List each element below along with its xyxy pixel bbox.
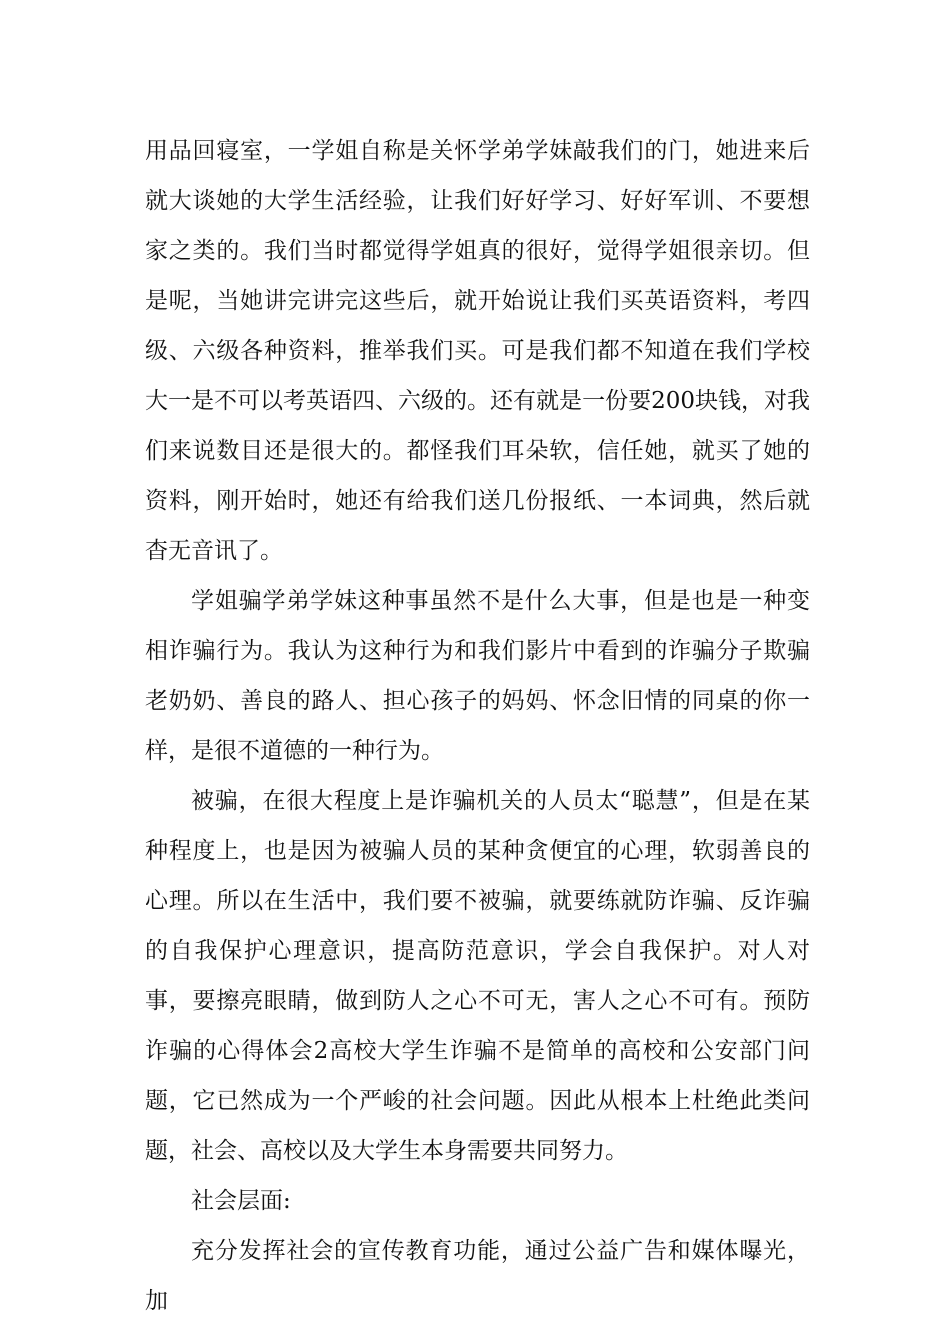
paragraph-3: 被骗，在很大程度上是诈骗机关的人员太“聪慧”，但是在某种程度上，也是因为被骗人员的某种贪便宜的心理，软弱善良的心理。所以在生活中，我们要不被骗，就要练就防诈骗、反诈骗的自我保护心理意识，提高防范意识，学会自我保护。对人对事，要擦亮眼睛，做到防人之心不可无，害人之心不可有。预防诈骗的心得体会2高校大学生诈骗不是简单的高校和公安部门问题，它已然成为一个严峻的社会问题。因此从根本上杜绝此类问题，社会、高校以及大学生本身需要共同努力。 bbox=[145, 788, 810, 1164]
paragraph-2: 学姐骗学弟学妹这种事虽然不是什么大事，但是也是一种变相诈骗行为。我认为这种行为和我们影片中看到的诈骗分子欺骗老奶奶、善良的路人、担心孩子的妈妈、怀念旧情的同桌的你一样，是很不道德的一种行为。 bbox=[145, 588, 810, 764]
document-body bbox=[145, 126, 810, 1326]
paragraph-1: 用品回寝室，一学姐自称是关怀学弟学妹敲我们的门，她进来后就大谈她的大学生活经验，让我们好好学习、好好军训、不要想家之类的。我们当时都觉得学姐真的很好，觉得学姐很亲切。但是呢，当她讲完讲完这些后，就开始说让我们买英语资料，考四级、六级各种资料，推举我们买。可是我们都不知道在我们学校大一是不可以考英语四、六级的。还有就是一份要200块钱，对我们来说数目还是很大的。都怪我们耳朵软，信任她，就买了她的资料，刚开始时，她还有给我们送几份报纸、一本词典，然后就杳无音讯了。 bbox=[145, 138, 810, 564]
section-heading-social: 社会层面: bbox=[191, 1188, 291, 1214]
paragraph-4: 充分发挥社会的宣传教育功能，通过公益广告和媒体曝光，加 bbox=[145, 1238, 810, 1314]
